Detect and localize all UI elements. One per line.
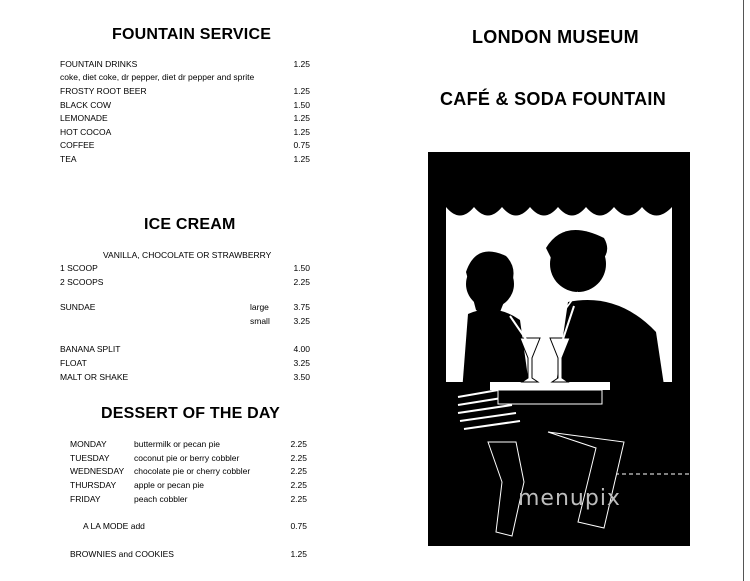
fountain-drinks-note: coke, diet coke, dr pepper, diet dr pepper and sprite [60,72,255,82]
sundae-small-price: 3.25 [293,316,310,326]
ice-cream-item-name: 2 SCOOPS [60,277,104,287]
fountain-item-price: 1.50 [293,100,310,110]
dessert-day: TUESDAY [70,453,110,463]
ice-cream-item-name: BANANA SPLIT [60,344,121,354]
watermark-text: menupix [518,486,621,511]
fountain-item-name: FOUNTAIN DRINKS [60,59,138,69]
fountain-item-name: FROSTY ROOT BEER [60,86,147,96]
sundae-name: SUNDAE [60,302,96,312]
dessert-price: 2.25 [290,453,307,463]
fountain-item-name: COFFEE [60,140,95,150]
ice-cream-heading: ICE CREAM [144,216,236,233]
fountain-item-price: 1.25 [293,113,310,123]
museum-title: LONDON MUSEUM [472,27,639,47]
dessert-heading: DESSERT OF THE DAY [101,405,281,422]
brownies-price: 1.25 [290,549,307,559]
dessert-desc: peach cobbler [134,494,188,504]
ice-cream-item-price: 3.50 [293,372,310,382]
dessert-price: 2.25 [290,480,307,490]
ice-cream-item-name: 1 SCOOP [60,263,98,273]
ice-cream-flavors: VANILLA, CHOCOLATE OR STRAWBERRY [103,250,272,260]
dessert-desc: apple or pecan pie [134,480,204,490]
dessert-day: THURSDAY [70,480,117,490]
fountain-item-price: 1.25 [293,86,310,96]
fountain-item-price: 1.25 [293,154,310,164]
ice-cream-item-price: 3.25 [293,358,310,368]
sundae-large-price: 3.75 [293,302,310,312]
dessert-day: FRIDAY [70,494,101,504]
fountain-item-price: 1.25 [293,59,310,69]
fountain-item-name: BLACK COW [60,100,112,110]
fountain-item-name: LEMONADE [60,113,108,123]
dessert-price: 2.25 [290,494,307,504]
alamode-price: 0.75 [290,521,307,531]
ice-cream-item-price: 1.50 [293,263,310,273]
brownies-name: BROWNIES and COOKIES [70,549,174,559]
fountain-item-name: HOT COCOA [60,127,112,137]
dessert-day: MONDAY [70,439,107,449]
dessert-price: 2.25 [290,439,307,449]
ice-cream-item-price: 2.25 [293,277,310,287]
fountain-service-heading: FOUNTAIN SERVICE [112,26,272,43]
dessert-desc: buttermilk or pecan pie [134,439,220,449]
fountain-item-price: 1.25 [293,127,310,137]
fountain-item-price: 0.75 [293,140,310,150]
fountain-item-name: TEA [60,154,77,164]
dessert-day: WEDNESDAY [70,466,125,476]
sundae-large-label: large [250,302,269,312]
ice-cream-item-name: FLOAT [60,358,87,368]
sundae-small-label: small [250,316,270,326]
dessert-price: 2.25 [290,466,307,476]
alamode-name: A LA MODE add [83,521,145,531]
cafe-title: CAFÉ & SODA FOUNTAIN [440,89,666,109]
dessert-desc: chocolate pie or cherry cobbler [134,466,251,476]
ice-cream-item-name: MALT OR SHAKE [60,372,129,382]
ice-cream-item-price: 4.00 [293,344,310,354]
dessert-desc: coconut pie or berry cobbler [134,453,240,463]
page-edge-line [743,0,744,581]
